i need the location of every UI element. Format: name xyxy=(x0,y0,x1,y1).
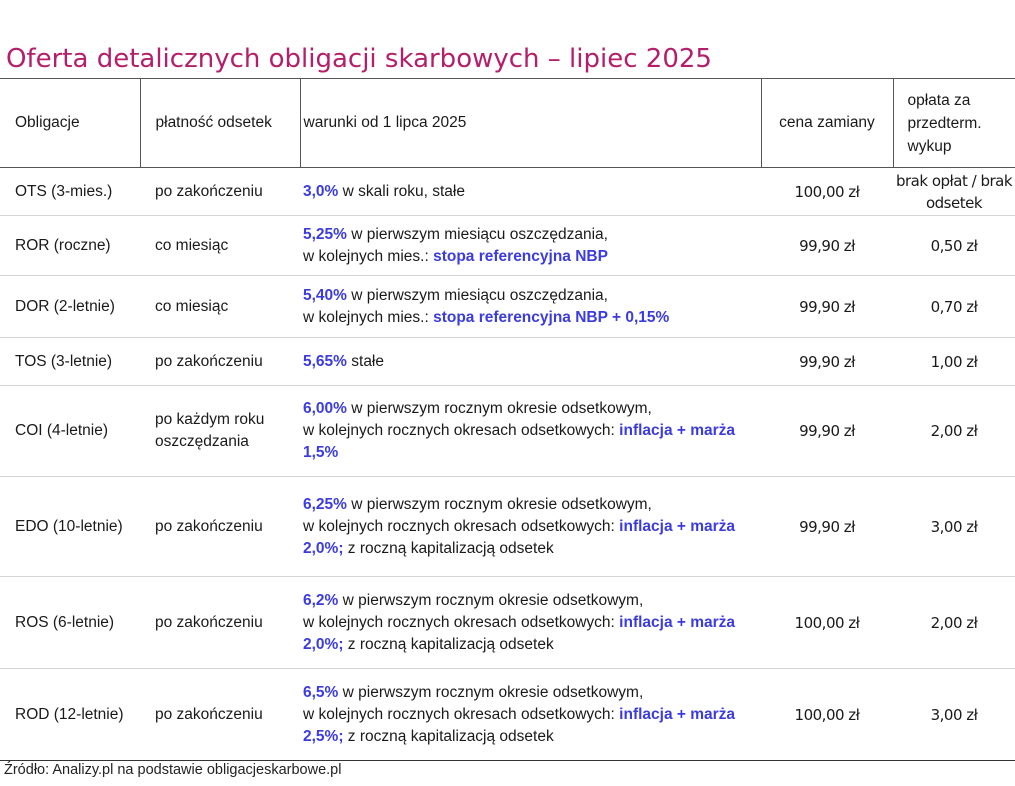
terms-cell xyxy=(300,216,761,276)
bond-name: ROS (6-letnie) xyxy=(0,577,140,669)
exchange-price: 99,90 zł xyxy=(761,276,893,338)
terms-cell xyxy=(300,577,761,669)
table-row xyxy=(0,669,1015,761)
terms-text: w kolejnych rocznych okresach odsetkowych: xyxy=(303,422,620,439)
rate-highlight: inflacja + marża 1,5% xyxy=(303,422,736,461)
terms-text: w skali roku, stałe xyxy=(338,182,465,200)
terms-text: z roczną kapitalizacją odsetek xyxy=(343,635,554,653)
early-redemption-fee: 1,00 zł xyxy=(893,338,1015,386)
rate-highlight: 6,25% xyxy=(303,495,347,513)
terms-text: w pierwszym rocznym okresie odsetkowym, xyxy=(338,591,644,609)
bond-name: TOS (3-letnie) xyxy=(0,338,140,386)
interest-payment: co miesiąc xyxy=(140,276,300,338)
exchange-price: 100,00 zł xyxy=(761,669,893,761)
terms-text: w kolejnych rocznych okresach odsetkowych: xyxy=(303,517,620,535)
terms-text: stałe xyxy=(346,352,385,370)
table-row xyxy=(0,276,1015,338)
page-title: Oferta detalicznych obligacji skarbowych – lipiec 2025 xyxy=(6,44,712,74)
terms-text: w kolejnych rocznych okresach odsetkowych: xyxy=(303,705,620,723)
rate-highlight: 5,25% xyxy=(303,225,347,243)
exchange-price: 99,90 zł xyxy=(761,338,893,386)
terms-cell xyxy=(300,669,761,761)
header-interest: płatność odsetek xyxy=(140,79,300,168)
rate-highlight: 6,00% xyxy=(303,400,347,417)
table-row xyxy=(0,216,1015,276)
interest-payment: po zakończeniu xyxy=(140,338,300,386)
terms-text: w pierwszym miesiącu oszczędzania, xyxy=(346,225,608,243)
early-redemption-fee: 0,70 zł xyxy=(893,276,1015,338)
source-note: Źródło: Analizy.pl na podstawie obligacjeskarbowe.pl xyxy=(4,762,342,778)
table-header-row xyxy=(0,79,1015,168)
exchange-price: 99,90 zł xyxy=(761,216,893,276)
interest-payment: po zakończeniu xyxy=(140,168,300,216)
interest-payment: co miesiąc xyxy=(140,216,300,276)
rate-highlight: stopa referencyjna NBP xyxy=(433,247,608,265)
rate-highlight: inflacja + marża 2,0%; xyxy=(303,517,736,557)
bond-name: ROR (roczne) xyxy=(0,216,140,276)
header-terms: warunki od 1 lipca 2025 xyxy=(300,79,761,168)
early-redemption-fee: 2,00 zł xyxy=(893,577,1015,669)
early-redemption-fee: 3,00 zł xyxy=(893,669,1015,761)
terms-text: z roczną kapitalizacją odsetek xyxy=(343,727,554,745)
rate-highlight: 5,40% xyxy=(303,286,347,304)
interest-payment: po każdym roku oszczędzania xyxy=(140,386,300,477)
interest-payment: po zakończeniu xyxy=(140,477,300,577)
early-redemption-fee: 2,00 zł xyxy=(893,386,1015,477)
table-body xyxy=(0,168,1015,761)
terms-text: w kolejnych mies.: xyxy=(303,247,434,265)
table-row xyxy=(0,168,1015,216)
exchange-price: 99,90 zł xyxy=(761,477,893,577)
rate-highlight: 6,2% xyxy=(303,591,339,609)
rate-highlight: 6,5% xyxy=(303,683,339,701)
early-redemption-fee: 0,50 zł xyxy=(893,216,1015,276)
bond-name: OTS (3-mies.) xyxy=(0,168,140,216)
rate-highlight: 3,0% xyxy=(303,182,339,200)
terms-text: z roczną kapitalizacją odsetek xyxy=(343,539,554,557)
table-row xyxy=(0,338,1015,386)
table-row xyxy=(0,577,1015,669)
terms-text: w kolejnych mies.: xyxy=(303,308,434,326)
terms-cell xyxy=(300,276,761,338)
terms-cell xyxy=(300,477,761,577)
bond-name: ROD (12-letnie) xyxy=(0,669,140,761)
exchange-price: 100,00 zł xyxy=(761,577,893,669)
terms-text: w pierwszym miesiącu oszczędzania, xyxy=(346,286,608,304)
bonds-table xyxy=(0,78,1015,761)
terms-text: w pierwszym rocznym okresie odsetkowym, xyxy=(346,400,652,417)
terms-cell xyxy=(300,386,761,477)
interest-payment: po zakończeniu xyxy=(140,577,300,669)
terms-cell xyxy=(300,338,761,386)
rate-highlight: inflacja + marża 2,0%; xyxy=(303,613,736,653)
early-redemption-fee: 3,00 zł xyxy=(893,477,1015,577)
exchange-price: 99,90 zł xyxy=(761,386,893,477)
rate-highlight: stopa referencyjna NBP + 0,15% xyxy=(433,308,670,326)
terms-text: w kolejnych rocznych okresach odsetkowych: xyxy=(303,613,620,631)
exchange-price: 100,00 zł xyxy=(761,168,893,216)
bond-name: DOR (2-letnie) xyxy=(0,276,140,338)
rate-highlight: 5,65% xyxy=(303,352,347,370)
rate-highlight: inflacja + marża 2,5%; xyxy=(303,705,736,745)
early-redemption-fee: brak opłat / brak odsetek xyxy=(893,168,1015,216)
interest-payment: po zakończeniu xyxy=(140,669,300,761)
header-bond: Obligacje xyxy=(0,79,140,168)
table-row xyxy=(0,477,1015,577)
bond-name: EDO (10-letnie) xyxy=(0,477,140,577)
header-price: cena zamiany xyxy=(761,79,893,168)
terms-text: w pierwszym rocznym okresie odsetkowym, xyxy=(338,683,644,701)
terms-cell xyxy=(300,168,761,216)
bond-name: COI (4-letnie) xyxy=(0,386,140,477)
table-row xyxy=(0,386,1015,477)
header-fee: opłata za przedterm. wykup xyxy=(893,79,1015,168)
terms-text: w pierwszym rocznym okresie odsetkowym, xyxy=(346,495,652,513)
